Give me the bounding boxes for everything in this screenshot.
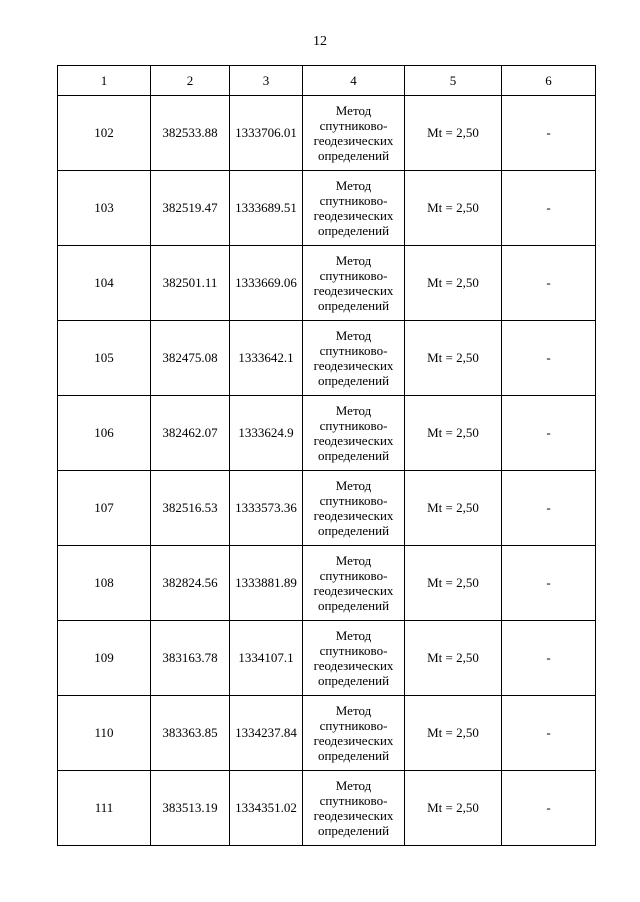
- method-cell: [303, 246, 405, 321]
- method-text-line: Метод: [335, 403, 372, 418]
- point-number-cell: 111: [58, 771, 151, 846]
- method-text-line: Метод: [335, 628, 372, 643]
- point-number-cell: 102: [58, 96, 151, 171]
- column-header: 4: [303, 66, 405, 96]
- method-text-line: спутниково-: [319, 793, 388, 808]
- y-coordinate-cell: 1333669.06: [230, 246, 303, 321]
- x-coordinate-cell: 382533.88: [151, 96, 230, 171]
- point-number-cell: 104: [58, 246, 151, 321]
- method-text-line: геодезических: [313, 733, 394, 748]
- accuracy-cell: Mt = 2,50: [405, 246, 502, 321]
- table-row: [58, 321, 596, 396]
- point-number-cell: 105: [58, 321, 151, 396]
- method-text-line: геодезических: [313, 433, 394, 448]
- y-coordinate-cell: 1334107.1: [230, 621, 303, 696]
- point-number-cell: 106: [58, 396, 151, 471]
- table-row: [58, 96, 596, 171]
- table-row: [58, 546, 596, 621]
- method-text-line: Метод: [335, 478, 372, 493]
- method-text-line: спутниково-: [319, 268, 388, 283]
- method-text-line: спутниково-: [319, 418, 388, 433]
- method-cell: [303, 471, 405, 546]
- x-coordinate-cell: 383513.19: [151, 771, 230, 846]
- method-text-line: спутниково-: [319, 643, 388, 658]
- table-header-row: [58, 66, 596, 96]
- x-coordinate-cell: 382824.56: [151, 546, 230, 621]
- y-coordinate-cell: 1333706.01: [230, 96, 303, 171]
- method-cell: [303, 546, 405, 621]
- method-text-line: геодезических: [313, 508, 394, 523]
- note-cell: -: [502, 546, 596, 621]
- method-cell: [303, 321, 405, 396]
- method-text-line: Метод: [335, 703, 372, 718]
- method-text-line: геодезических: [313, 208, 394, 223]
- accuracy-cell: Mt = 2,50: [405, 171, 502, 246]
- table-row: [58, 246, 596, 321]
- method-text-line: спутниково-: [319, 193, 388, 208]
- column-header: 3: [230, 66, 303, 96]
- method-text-line: Метод: [335, 328, 372, 343]
- method-text-line: определений: [317, 223, 390, 238]
- method-text-line: спутниково-: [319, 493, 388, 508]
- method-text-line: Метод: [335, 178, 372, 193]
- method-text-line: определений: [317, 748, 390, 763]
- coordinates-table: [57, 65, 596, 846]
- y-coordinate-cell: 1334351.02: [230, 771, 303, 846]
- method-text-line: геодезических: [313, 283, 394, 298]
- method-text-line: спутниково-: [319, 718, 388, 733]
- x-coordinate-cell: 383163.78: [151, 621, 230, 696]
- y-coordinate-cell: 1333881.89: [230, 546, 303, 621]
- method-cell: [303, 396, 405, 471]
- column-header: 2: [151, 66, 230, 96]
- method-text-line: определений: [317, 373, 390, 388]
- table-row: [58, 696, 596, 771]
- point-number-cell: 107: [58, 471, 151, 546]
- method-cell: [303, 171, 405, 246]
- note-cell: -: [502, 96, 596, 171]
- note-cell: -: [502, 396, 596, 471]
- method-text-line: геодезических: [313, 808, 394, 823]
- accuracy-cell: Mt = 2,50: [405, 396, 502, 471]
- method-cell: [303, 696, 405, 771]
- method-text-line: Метод: [335, 103, 372, 118]
- x-coordinate-cell: 382501.11: [151, 246, 230, 321]
- method-text-line: геодезических: [313, 133, 394, 148]
- accuracy-cell: Mt = 2,50: [405, 771, 502, 846]
- y-coordinate-cell: 1333642.1: [230, 321, 303, 396]
- table-row: [58, 471, 596, 546]
- table-row: [58, 771, 596, 846]
- column-header: 5: [405, 66, 502, 96]
- method-text-line: определений: [317, 148, 390, 163]
- table-row: [58, 396, 596, 471]
- table-row: [58, 621, 596, 696]
- method-text-line: геодезических: [313, 583, 394, 598]
- method-cell: [303, 771, 405, 846]
- x-coordinate-cell: 382516.53: [151, 471, 230, 546]
- method-text-line: определений: [317, 598, 390, 613]
- method-cell: [303, 621, 405, 696]
- column-header: 1: [58, 66, 151, 96]
- method-text-line: спутниково-: [319, 568, 388, 583]
- accuracy-cell: Mt = 2,50: [405, 621, 502, 696]
- point-number-cell: 109: [58, 621, 151, 696]
- method-text-line: геодезических: [313, 658, 394, 673]
- accuracy-cell: Mt = 2,50: [405, 471, 502, 546]
- point-number-cell: 103: [58, 171, 151, 246]
- x-coordinate-cell: 382519.47: [151, 171, 230, 246]
- note-cell: -: [502, 771, 596, 846]
- y-coordinate-cell: 1333573.36: [230, 471, 303, 546]
- x-coordinate-cell: 383363.85: [151, 696, 230, 771]
- point-number-cell: 110: [58, 696, 151, 771]
- page-number: 12: [313, 34, 327, 49]
- method-text-line: определений: [317, 673, 390, 688]
- x-coordinate-cell: 382462.07: [151, 396, 230, 471]
- accuracy-cell: Mt = 2,50: [405, 696, 502, 771]
- method-cell: [303, 96, 405, 171]
- method-text-line: определений: [317, 298, 390, 313]
- note-cell: -: [502, 171, 596, 246]
- method-text-line: Метод: [335, 253, 372, 268]
- method-text-line: спутниково-: [319, 118, 388, 133]
- note-cell: -: [502, 471, 596, 546]
- method-text-line: определений: [317, 523, 390, 538]
- method-text-line: спутниково-: [319, 343, 388, 358]
- table-body: [58, 66, 596, 846]
- method-text-line: определений: [317, 823, 390, 838]
- note-cell: -: [502, 621, 596, 696]
- method-text-line: Метод: [335, 553, 372, 568]
- note-cell: -: [502, 321, 596, 396]
- x-coordinate-cell: 382475.08: [151, 321, 230, 396]
- accuracy-cell: Mt = 2,50: [405, 546, 502, 621]
- note-cell: -: [502, 696, 596, 771]
- accuracy-cell: Mt = 2,50: [405, 96, 502, 171]
- point-number-cell: 108: [58, 546, 151, 621]
- method-text-line: определений: [317, 448, 390, 463]
- y-coordinate-cell: 1334237.84: [230, 696, 303, 771]
- note-cell: -: [502, 246, 596, 321]
- table-row: [58, 171, 596, 246]
- method-text-line: геодезических: [313, 358, 394, 373]
- method-text-line: Метод: [335, 778, 372, 793]
- column-header: 6: [502, 66, 596, 96]
- accuracy-cell: Mt = 2,50: [405, 321, 502, 396]
- y-coordinate-cell: 1333624.9: [230, 396, 303, 471]
- y-coordinate-cell: 1333689.51: [230, 171, 303, 246]
